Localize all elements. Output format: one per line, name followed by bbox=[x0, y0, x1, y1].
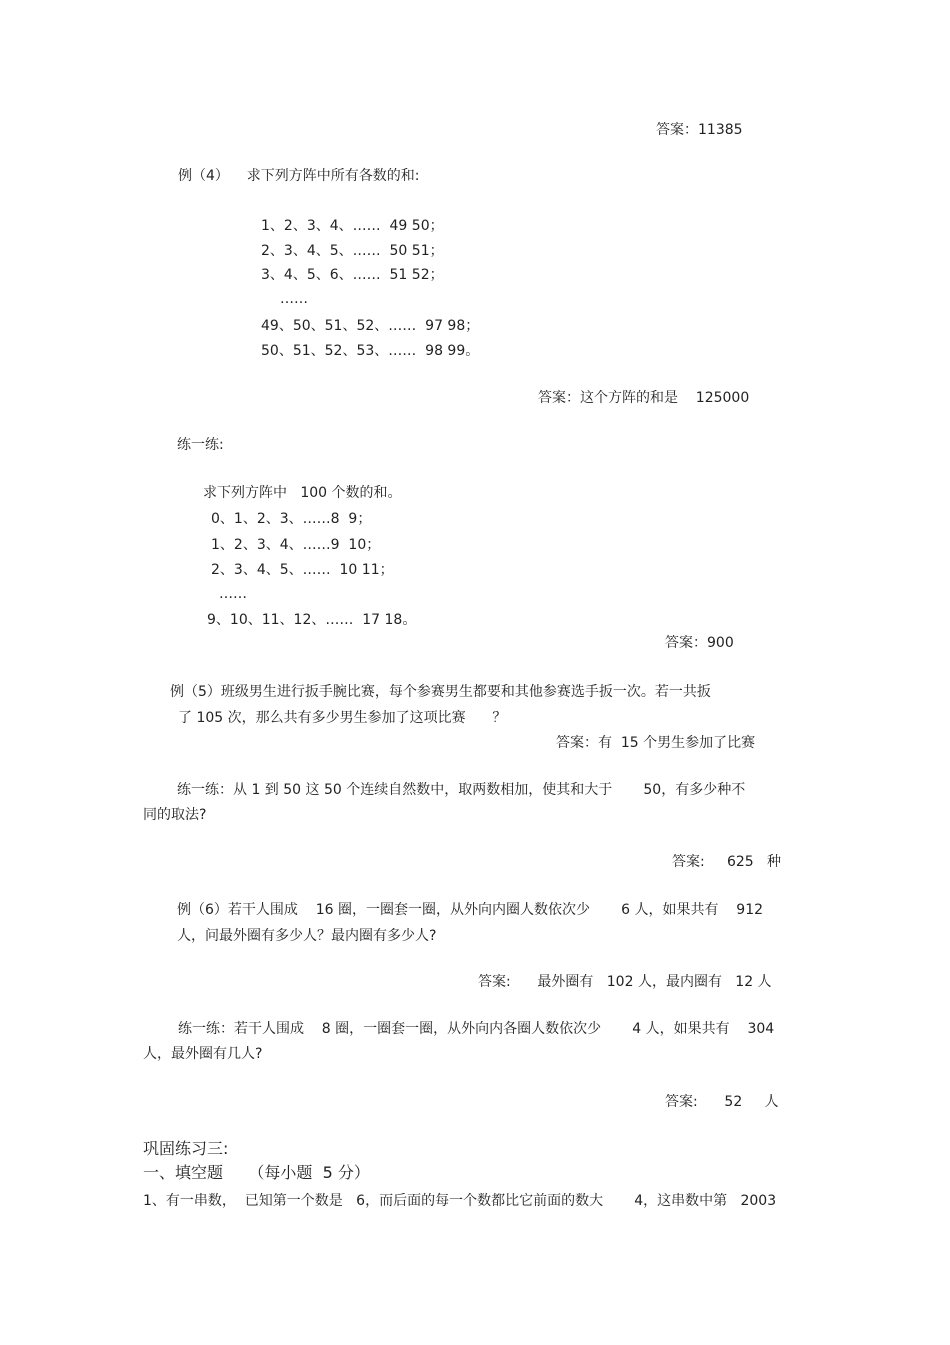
fill-in-section-heading: 一、填空题 （每小题 5 分） bbox=[143, 1163, 370, 1182]
example-4-title: 例（4） 求下列方阵中所有各数的和: bbox=[178, 168, 420, 184]
practice-question: 求下列方阵中 100 个数的和。 bbox=[203, 485, 402, 501]
question-1: 1、有一串数， 已知第一个数是 6，而后面的每一个数都比它前面的数大 4，这串数中第 2003 bbox=[143, 1193, 777, 1209]
example-6-answer: 答案: 最外圈有 102 人，最内圈有 12 人 bbox=[478, 974, 772, 990]
practice-row: 2、3、4、5、…… 10 11； bbox=[211, 562, 394, 578]
example-4-answer: 答案：这个方阵的和是 125000 bbox=[538, 390, 750, 406]
practice-6-line1: 练一练：若干人围成 8 圈，一圈套一圈，从外向内各圈人数依次少 4 人，如果共有 304 bbox=[178, 1021, 775, 1037]
example-5-line2: 了 105 次，那么共有多少男生参加了这项比赛 ？ bbox=[178, 710, 507, 726]
example-4-row: 49、50、51、52、…… 97 98； bbox=[261, 318, 480, 334]
practice-5-line2: 同的取法? bbox=[143, 807, 207, 823]
example-4-row: 3、4、5、6、…… 51 52； bbox=[261, 267, 444, 283]
consolidation-title: 巩固练习三: bbox=[143, 1139, 229, 1158]
example-4-row: …… bbox=[280, 291, 308, 307]
example-4-row: 1、2、3、4、…… 49 50； bbox=[261, 218, 444, 234]
example-4-row: 2、3、4、5、…… 50 51； bbox=[261, 243, 444, 259]
example-5-answer: 答案：有 15 个男生参加了比赛 bbox=[556, 735, 756, 751]
practice-label: 练一练: bbox=[177, 437, 224, 453]
practice-6-line2: 人，最外圈有几人? bbox=[143, 1046, 263, 1062]
example-4-row: 50、51、52、53、…… 98 99。 bbox=[261, 343, 480, 359]
practice-5-line1: 练一练：从 1 到 50 这 50 个连续自然数中，取两数相加，使其和大于 50，有多少种不 bbox=[177, 782, 746, 798]
practice-row: 9、10、11、12、…… 17 18。 bbox=[207, 612, 417, 628]
example-6-line2: 人，问最外圈有多少人？最内圈有多少人? bbox=[177, 928, 437, 944]
example-5-line1: 例（5）班级男生进行扳手腕比赛，每个参赛男生都要和其他参赛选手扳一次。若一共扳 bbox=[170, 684, 711, 700]
answer-11385: 答案：11385 bbox=[656, 122, 743, 138]
practice-5-answer: 答案: 625 种 bbox=[672, 854, 782, 870]
example-6-line1: 例（6）若干人围成 16 圈，一圈套一圈，从外向内圈人数依次少 6 人，如果共有 912 bbox=[177, 902, 764, 918]
practice-answer: 答案：900 bbox=[665, 635, 734, 651]
practice-row: 1、2、3、4、……9 10； bbox=[211, 537, 381, 553]
practice-row: 0、1、2、3、……8 9； bbox=[211, 511, 372, 527]
practice-row: …… bbox=[219, 586, 247, 602]
practice-6-answer: 答案: 52 人 bbox=[665, 1094, 779, 1110]
